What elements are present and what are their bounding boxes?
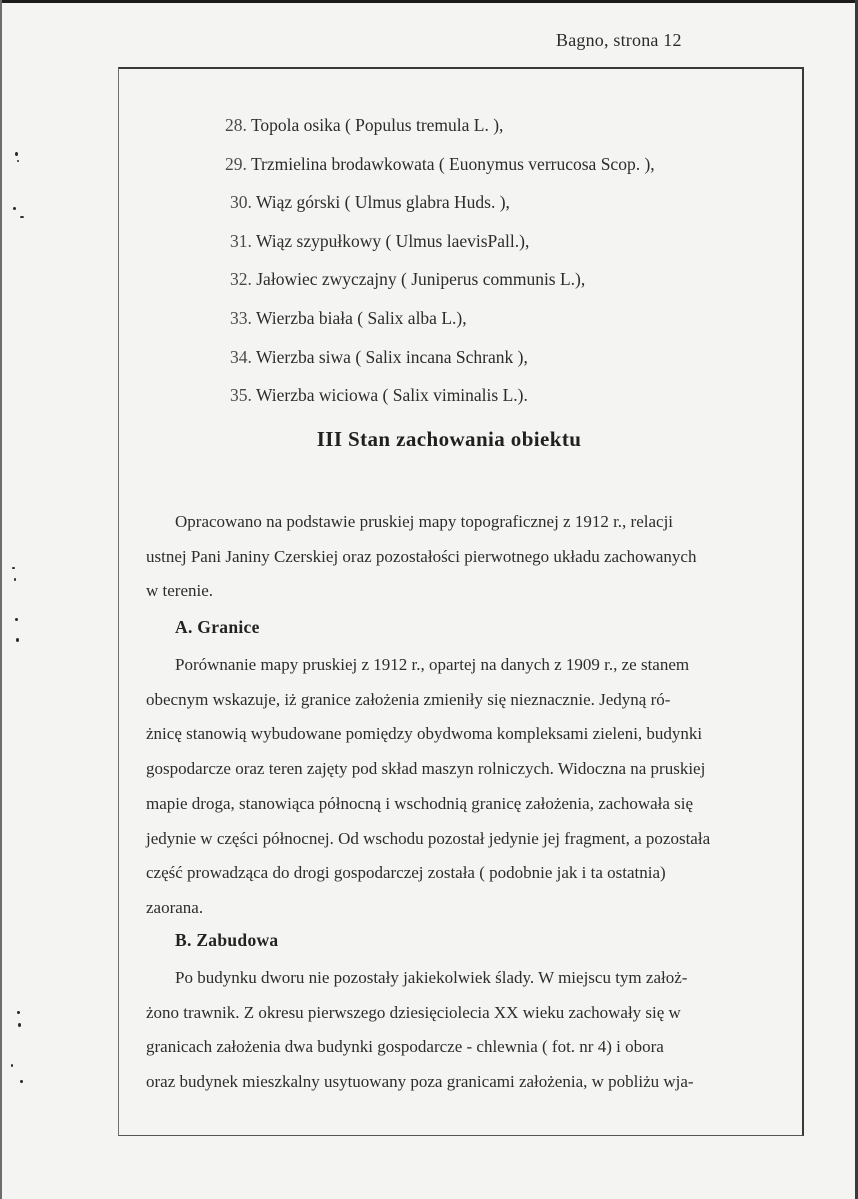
section-heading: III Stan zachowania obiektu [316,427,582,451]
scan-speck [20,1080,23,1083]
scan-speck [15,152,18,156]
scan-speck [13,207,16,210]
subsection-heading-zabudowa: B. Zabudowa [175,930,279,950]
scan-edge-top [0,0,858,3]
paragraph-line: Po budynku dworu nie pozostały jakiekolwiek ślady. W miejscu tym założ- [175,968,688,987]
list-item: 35. Wierzba wiciowa ( Salix viminalis L.). [230,385,528,406]
scan-speck [17,1011,20,1014]
paragraph-line: mapie droga, stanowiąca północną i wschodnią granicę założenia, zachowała się [146,793,694,813]
list-item: 28. Topola osika ( Populus tremula L. ), [225,115,504,135]
list-item: 30. Wiąz górski ( Ulmus glabra Huds. ), [230,192,510,213]
list-item: 32. Jałowiec zwyczajny ( Juniperus communis L.), [230,269,586,290]
paragraph-line: oraz budynek mieszkalny usytuowany poza granicami założenia, w pobliżu wja- [146,1072,694,1092]
paragraph-line: granicach założenia dwa budynki gospodarcze - chlewnia ( fot. nr 4) i obora [146,1037,664,1057]
paragraph-line: zaorana. [146,897,204,917]
list-item: 31. Wiąz szypułkowy ( Ulmus laevisPall.), [230,230,530,251]
scan-speck [12,567,15,569]
scan-speck [14,578,16,581]
paragraph-line: żnicę stanowią wybudowane pomiędzy obydwoma kompleksami zieleni, budynki [146,724,703,744]
list-item: 34. Wierzba siwa ( Salix incana Schrank ), [230,346,528,367]
list-item: 29. Trzmielina brodawkowata ( Euonymus verrucosa Scop. ), [225,153,655,174]
scan-edge-left [0,0,2,1199]
scan-speck [16,638,19,642]
zabudowa-paragraph [146,961,800,1100]
scan-speck [15,618,18,621]
intro-paragraph [146,505,800,609]
paragraph-line: żono trawnik. Z okresu pierwszego dziesięciolecia XX wieku zachowały się w [146,1002,681,1022]
scan-speck [11,1064,13,1067]
subsection-heading-granice: A. Granice [175,617,260,637]
paragraph-line: ustnej Pani Janiny Czerskiej oraz pozostałości pierwotnego układu zachowanych [146,546,697,566]
paragraph-line: w terenie. [146,581,214,601]
list-item: 33. Wierzba biała ( Salix alba L.), [230,307,467,328]
page-header: Bagno, strona 12 [556,30,682,50]
scan-speck [17,160,19,162]
paragraph-line: obecnym wskazuje, iż granice założenia zmieniły się nieznacznie. Jedyną ró- [146,689,671,709]
paragraph-line: część prowadząca do drogi gospodarczej została ( podobnie jak i ta ostatnia) [146,863,666,883]
scan-speck [18,1023,21,1027]
paragraph-line: Porównanie mapy pruskiej z 1912 r., opartej na danych z 1909 r., ze stanem [175,655,690,674]
paragraph-line: Opracowano na podstawie pruskiej mapy topograficznej z 1912 r., relacji [175,512,674,531]
paragraph-line: gospodarcze oraz teren zajęty pod skład maszyn rolniczych. Widoczna na pruskiej [146,759,706,779]
species-list [225,110,655,419]
granice-paragraph [146,648,800,926]
scan-speck [20,216,24,218]
paragraph-line: jedynie w części północnej. Od wschodu pozostał jedynie jej fragment, a pozostała [146,828,711,848]
